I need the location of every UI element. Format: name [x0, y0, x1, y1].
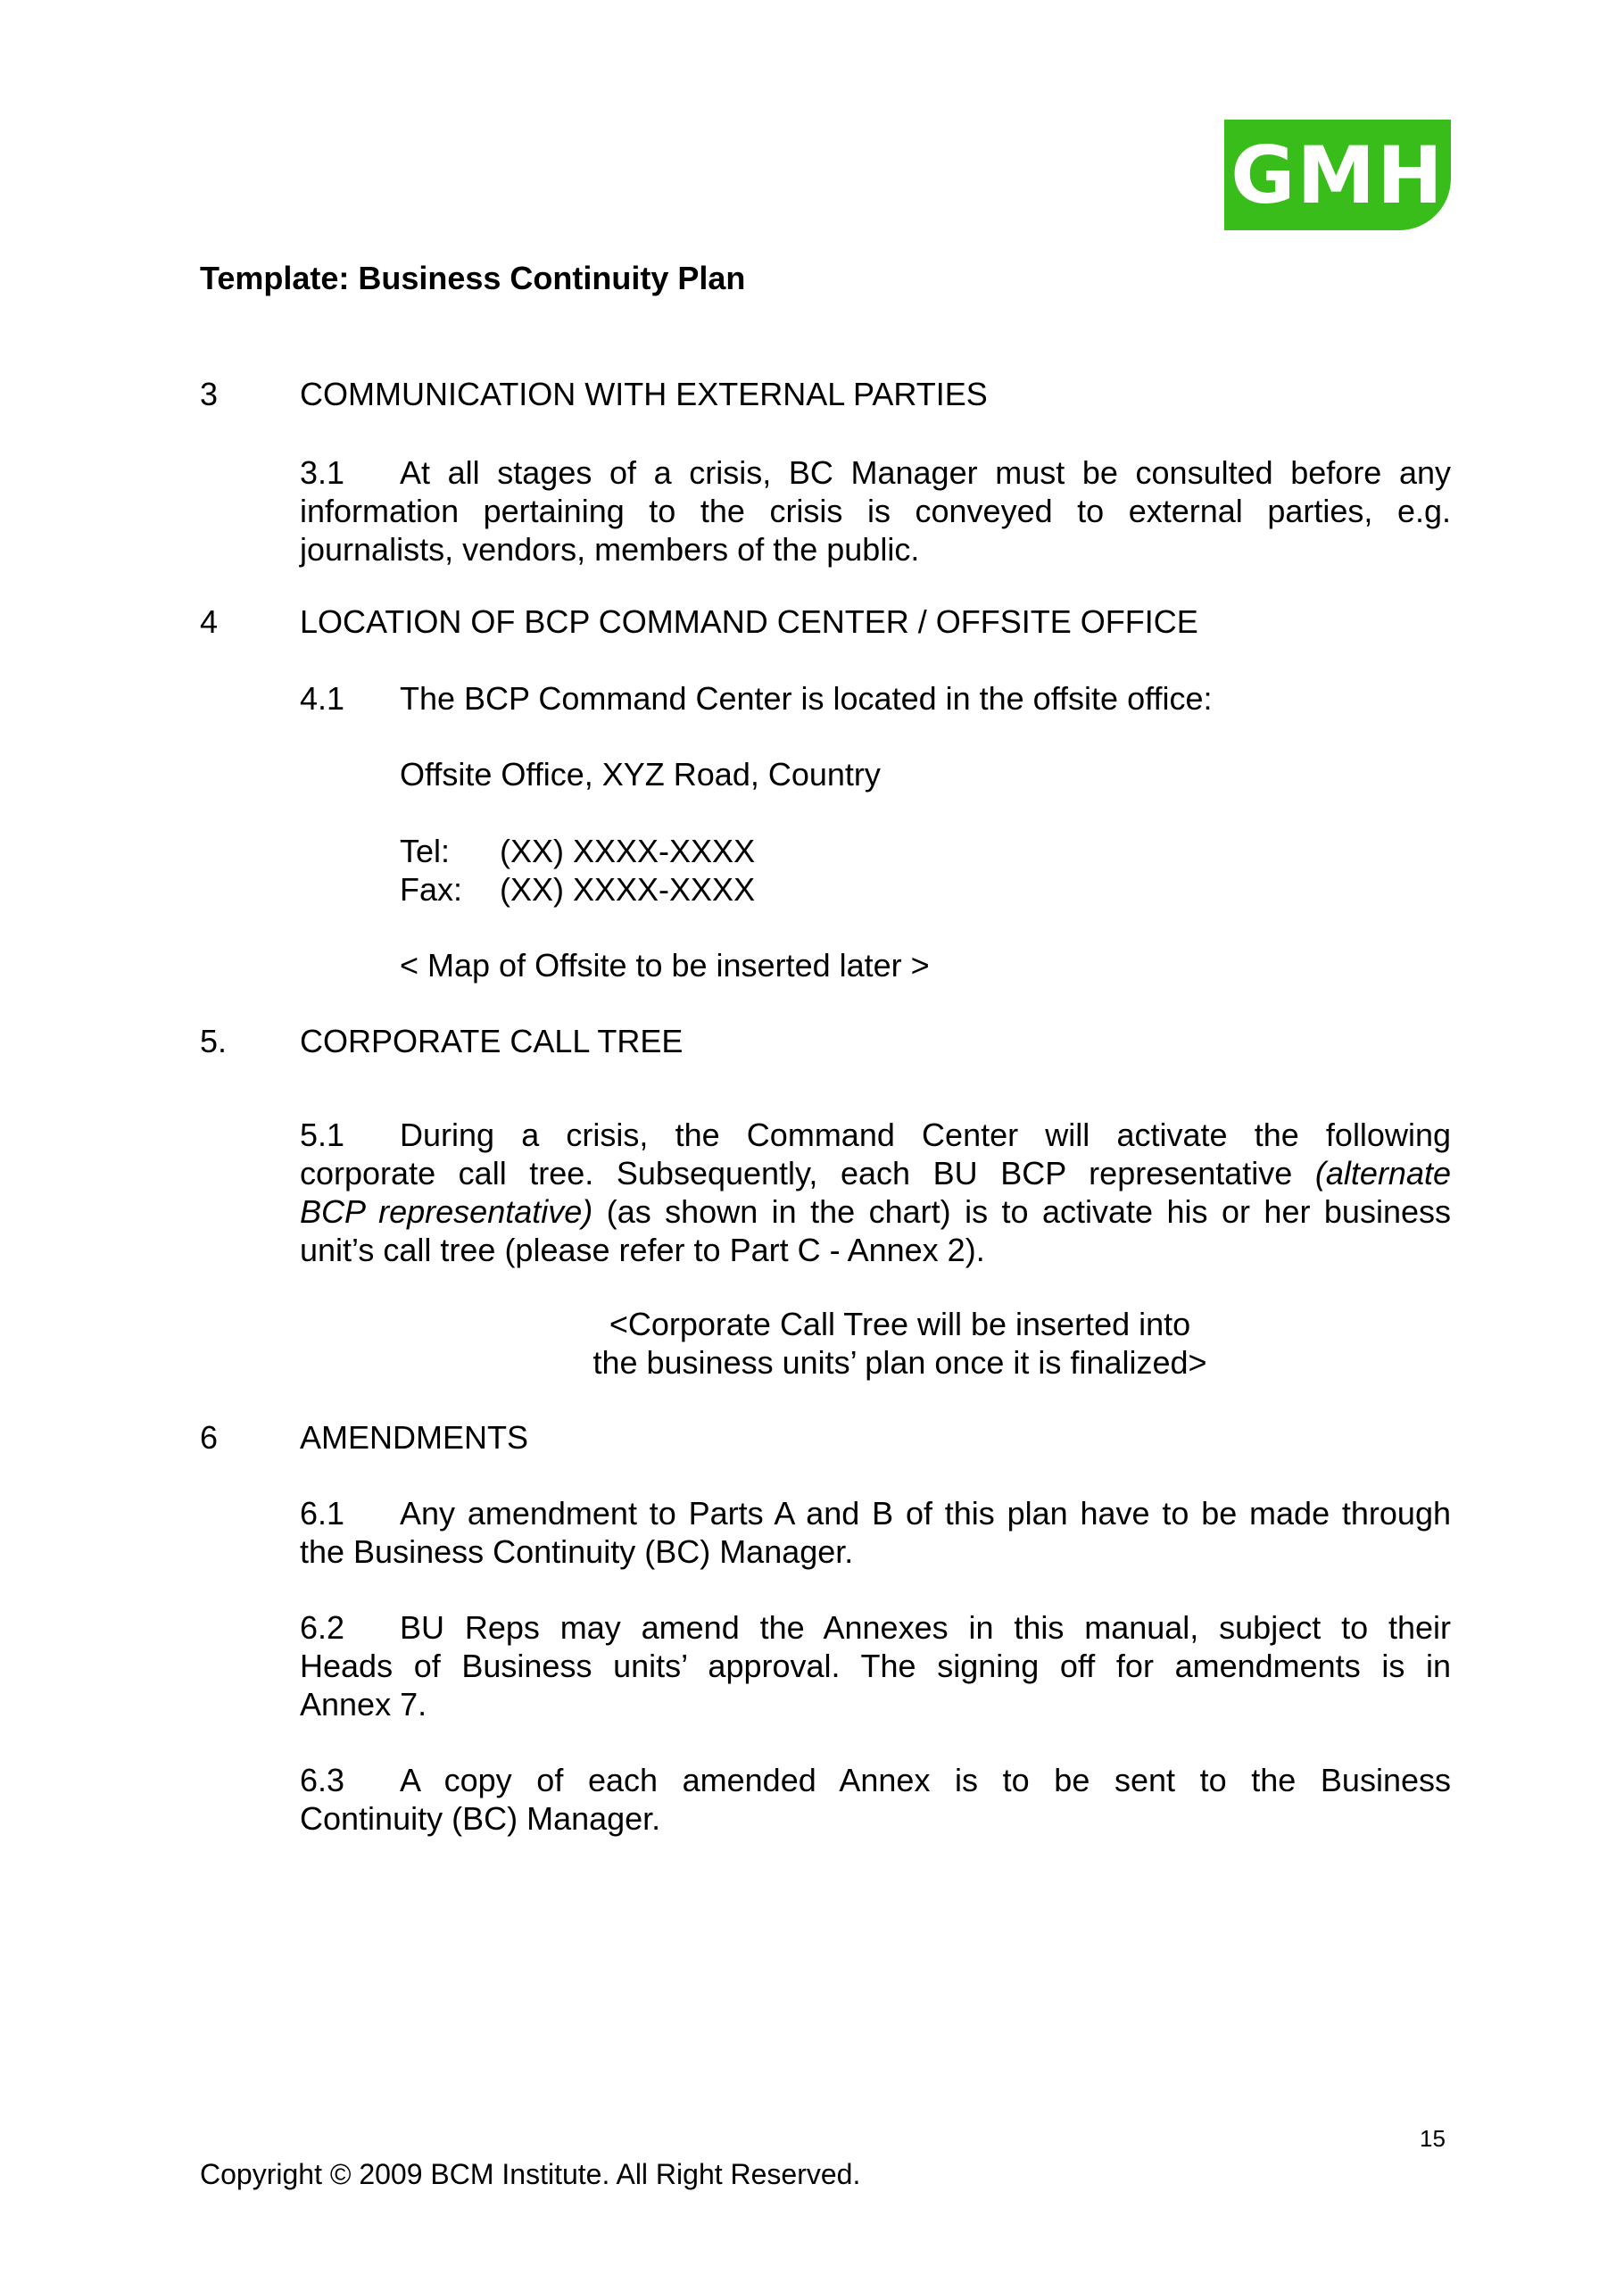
section-4-heading: LOCATION OF BCP COMMAND CENTER / OFFSITE OFFICE — [300, 603, 1198, 640]
section-6-number: 6 — [200, 1419, 219, 1456]
section-3-number: 3 — [200, 376, 219, 412]
section-5-heading: CORPORATE CALL TREE — [300, 1023, 684, 1059]
paragraph-5-1-number: 5.1 — [300, 1117, 345, 1153]
paragraph-6-1-line-1: Any amendment to Parts A and B of this plan have to be made through — [400, 1495, 1451, 1532]
call-tree-placeholder-note — [300, 1305, 1500, 1382]
paragraph-3-1-line-1: At all stages of a crisis, BC Manager must be consulted before any — [400, 454, 1451, 491]
fax-line — [400, 871, 755, 909]
map-placeholder-note: < Map of Offsite to be inserted later > — [400, 947, 930, 984]
paragraph-5-1-line-2-italic: (alternate — [1314, 1155, 1451, 1191]
telephone-value: (XX) XXXX-XXXX — [500, 833, 756, 869]
paragraph-6-1-number: 6.1 — [300, 1495, 345, 1532]
paragraph-6-2-number: 6.2 — [300, 1609, 345, 1646]
paragraph-4-1 — [300, 680, 1212, 718]
paragraph-3-1-number: 3.1 — [300, 454, 345, 491]
paragraph-6-2 — [300, 1608, 1451, 1723]
telephone-label: Tel: — [400, 833, 451, 869]
copyright-notice: Copyright © 2009 BCM Institute. All Right Reserved. — [200, 2158, 861, 2190]
paragraph-5-1-line-4: unit’s call tree (please refer to Part C - Annex 2). — [300, 1232, 985, 1268]
paragraph-3-1-line-3: journalists, vendors, members of the public. — [300, 531, 920, 568]
paragraph-5-1-line-3-italic: BCP representative) — [300, 1193, 593, 1230]
section-3-heading: COMMUNICATION WITH EXTERNAL PARTIES — [300, 376, 988, 412]
paragraph-6-3-line-2: Continuity (BC) Manager. — [300, 1800, 661, 1837]
paragraph-6-1 — [300, 1494, 1451, 1571]
section-5-number: 5. — [200, 1023, 228, 1059]
logo-text: GMH — [1230, 129, 1445, 221]
paragraph-4-1-number: 4.1 — [300, 680, 345, 717]
paragraph-6-1-line-2: the Business Continuity (BC) Manager. — [300, 1533, 854, 1570]
telephone-line — [400, 833, 755, 870]
paragraph-3-1 — [300, 453, 1451, 569]
paragraph-6-3 — [300, 1761, 1451, 1838]
section-6-heading: AMENDMENTS — [300, 1419, 529, 1456]
fax-label: Fax: — [400, 871, 463, 908]
call-tree-note-line-1: <Corporate Call Tree will be inserted into — [609, 1306, 1191, 1342]
gmh-logo — [1224, 120, 1451, 230]
paragraph-6-3-number: 6.3 — [300, 1762, 345, 1798]
paragraph-5-1-line-3: (as shown in the chart) is to activate his or her business — [606, 1193, 1451, 1230]
call-tree-note-line-2: the business units’ plan once it is finalized> — [592, 1344, 1207, 1381]
paragraph-6-2-line-1: BU Reps may amend the Annexes in this manual, subject to their — [400, 1609, 1451, 1646]
paragraph-5-1-line-2: corporate call tree. Subsequently, each BU BCP representative — [300, 1155, 1293, 1191]
paragraph-6-2-line-2: Heads of Business units’ approval. The signing off for amendments is in — [300, 1648, 1451, 1684]
page-number: 15 — [1420, 2125, 1446, 2152]
fax-value: (XX) XXXX-XXXX — [500, 871, 756, 908]
paragraph-4-1-text: The BCP Command Center is located in the offsite office: — [400, 680, 1213, 717]
section-4-number: 4 — [200, 603, 219, 640]
paragraph-3-1-line-2: information pertaining to the crisis is conveyed to external parties, e.g. — [300, 493, 1451, 529]
paragraph-5-1-line-1: During a crisis, the Command Center will activate the following — [400, 1117, 1451, 1153]
paragraph-6-2-line-3: Annex 7. — [300, 1686, 427, 1723]
paragraph-6-3-line-1: A copy of each amended Annex is to be sent to the Business — [400, 1762, 1451, 1798]
paragraph-5-1 — [300, 1116, 1451, 1269]
document-title: Template: Business Continuity Plan — [200, 260, 746, 296]
offsite-address: Offsite Office, XYZ Road, Country — [400, 756, 881, 793]
